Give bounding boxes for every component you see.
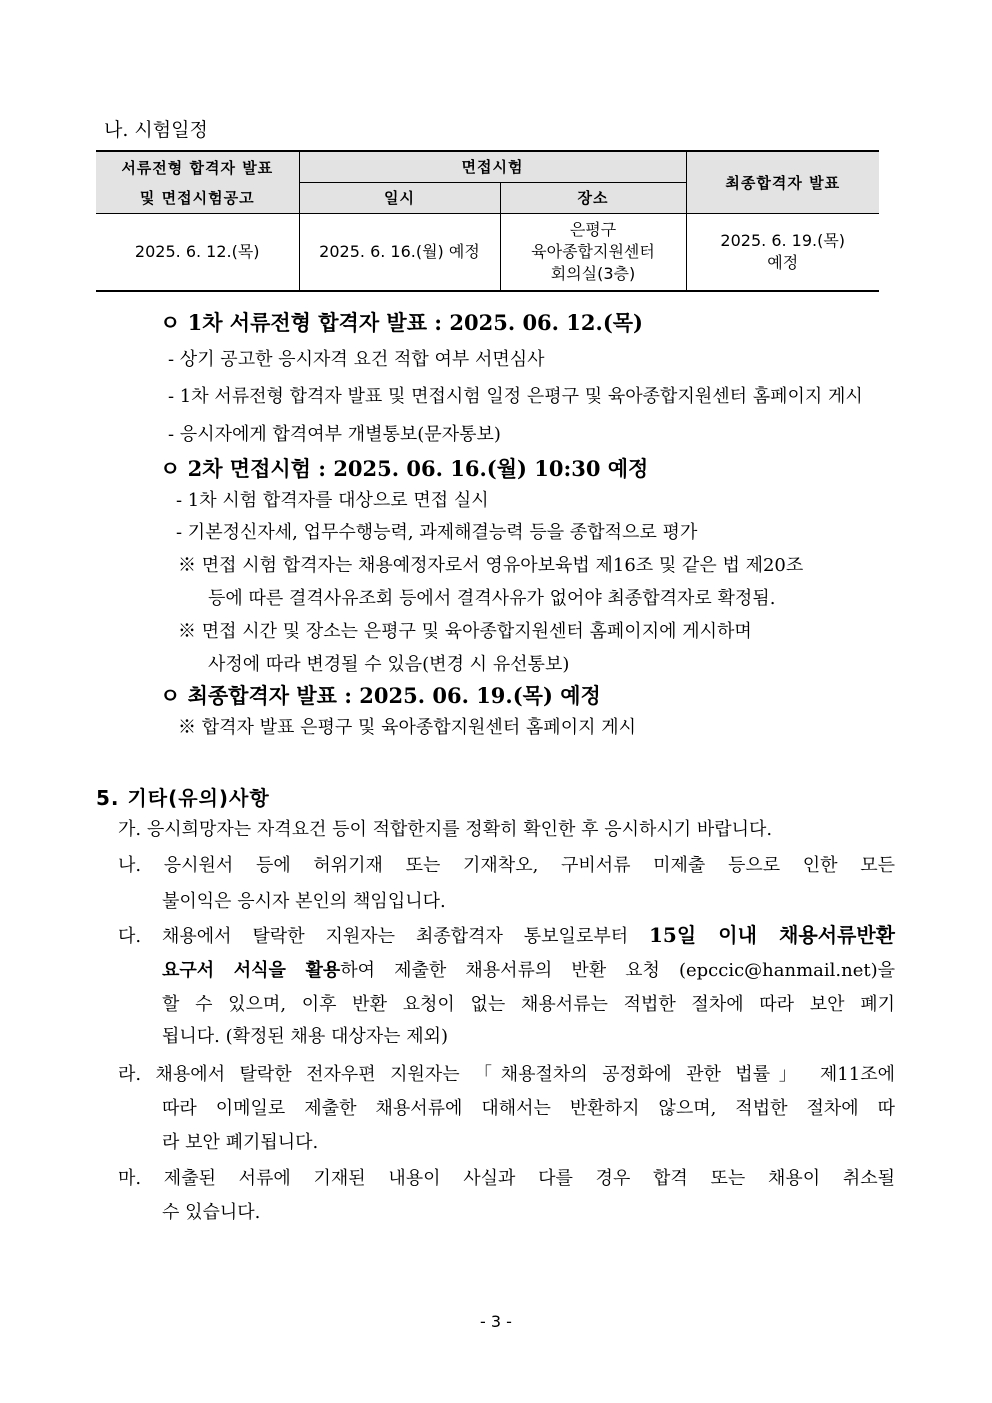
second-stage-note-cont: 사정에 따라 변경될 수 있음(변경 시 유선통보) bbox=[208, 654, 570, 675]
section-title-exam-schedule: 나. 시험일정 bbox=[104, 119, 208, 141]
second-stage-note: ※ 면접 시간 및 장소는 은평구 및 육아종합지원센터 홈페이지에 게시하며 bbox=[178, 621, 752, 642]
notice-da-line3: 할 수 있으며, 이후 반환 요청이 없는 채용서류는 적법한 절차에 따라 보안 폐기 bbox=[162, 994, 895, 1015]
notice-da-line2: 요구서 서식을 활용하여 제출한 채용서류의 반환 요청 (epccic@hanmail.net)을 bbox=[162, 960, 896, 981]
notice-ra-line2: 따라 이메일로 제출한 채용서류에 대해서는 반환하지 않으며, 적법한 절차에 따 bbox=[162, 1098, 895, 1119]
final-stage-note: ※ 합격자 발표 은평구 및 육아종합지원센터 홈페이지 게시 bbox=[178, 717, 636, 738]
table-row bbox=[96, 214, 879, 292]
header-interview: 면접시험 bbox=[299, 151, 686, 183]
second-stage-note-cont: 등에 따른 결격사유조회 등에서 결격사유가 없어야 최종합격자로 확정됨. bbox=[208, 588, 776, 609]
exam-schedule-table bbox=[96, 150, 879, 292]
first-stage-item: - 응시자에게 합격여부 개별통보(문자통보) bbox=[168, 424, 501, 445]
header-place: 장소 bbox=[500, 183, 686, 214]
cell-doc-date: 2025. 6. 12.(목) bbox=[96, 214, 299, 292]
section5-title: 5. 기타(유의)사항 bbox=[96, 786, 270, 810]
cell-interview-place: 은평구 육아종합지원센터 회의실(3층) bbox=[500, 214, 686, 292]
cell-final-date: 2025. 6. 19.(목) 예정 bbox=[686, 214, 879, 292]
page-number: - 3 - bbox=[480, 1312, 512, 1331]
notice-na-line2: 불이익은 응시자 본인의 책임입니다. bbox=[162, 891, 446, 912]
table-header-row bbox=[96, 151, 879, 183]
notice-ga: 가. 응시희망자는 자격요건 등이 적합한지를 정확히 확인한 후 응시하시기 바랍니다. bbox=[118, 819, 773, 840]
notice-na-line1: 나. 응시원서 등에 허위기재 또는 기재착오, 구비서류 미제출 등으로 인한 모든 bbox=[118, 855, 895, 876]
second-stage-item: - 1차 시험 합격자를 대상으로 면접 실시 bbox=[176, 490, 489, 511]
notice-ra-line3: 라 보안 폐기됩니다. bbox=[162, 1132, 319, 1153]
header-datetime: 일시 bbox=[299, 183, 500, 214]
second-stage-heading: ㅇ 2차 면접시험 : 2025. 06. 16.(월) 10:30 예정 bbox=[160, 456, 649, 481]
notice-da-line1: 다. 채용에서 탈락한 지원자는 최종합격자 통보일로부터 15일 이내 채용서류반환 bbox=[118, 923, 895, 947]
first-stage-item: - 1차 서류전형 합격자 발표 및 면접시험 일정 은평구 및 육아종합지원센터 홈페이지 게시 bbox=[168, 386, 863, 407]
first-stage-heading: ㅇ 1차 서류전형 합격자 발표 : 2025. 06. 12.(목) bbox=[160, 310, 643, 335]
final-stage-heading: ㅇ 최종합격자 발표 : 2025. 06. 19.(목) 예정 bbox=[160, 683, 601, 708]
notice-ra-line1: 라. 채용에서 탈락한 전자우편 지원자는 「채용절차의 공정화에 관한 법률」 제11조에 bbox=[118, 1064, 895, 1085]
notice-ma-line1: 마. 제출된 서류에 기재된 내용이 사실과 다를 경우 합격 또는 채용이 취소될 bbox=[118, 1168, 895, 1189]
notice-da-line4: 됩니다. (확정된 채용 대상자는 제외) bbox=[162, 1026, 449, 1047]
second-stage-item: - 기본정신자세, 업무수행능력, 과제해결능력 등을 종합적으로 평가 bbox=[176, 522, 698, 543]
header-final-announcement: 최종합격자 발표 bbox=[686, 151, 879, 214]
cell-interview-date: 2025. 6. 16.(월) 예정 bbox=[299, 214, 500, 292]
first-stage-item: - 상기 공고한 응시자격 요건 적합 여부 서면심사 bbox=[168, 349, 545, 370]
second-stage-note: ※ 면접 시험 합격자는 채용예정자로서 영유아보육법 제16조 및 같은 법 제20조 bbox=[178, 555, 804, 576]
header-doc-announcement: 서류전형 합격자 발표 및 면접시험공고 bbox=[96, 151, 299, 214]
notice-ma-line2: 수 있습니다. bbox=[162, 1202, 261, 1223]
